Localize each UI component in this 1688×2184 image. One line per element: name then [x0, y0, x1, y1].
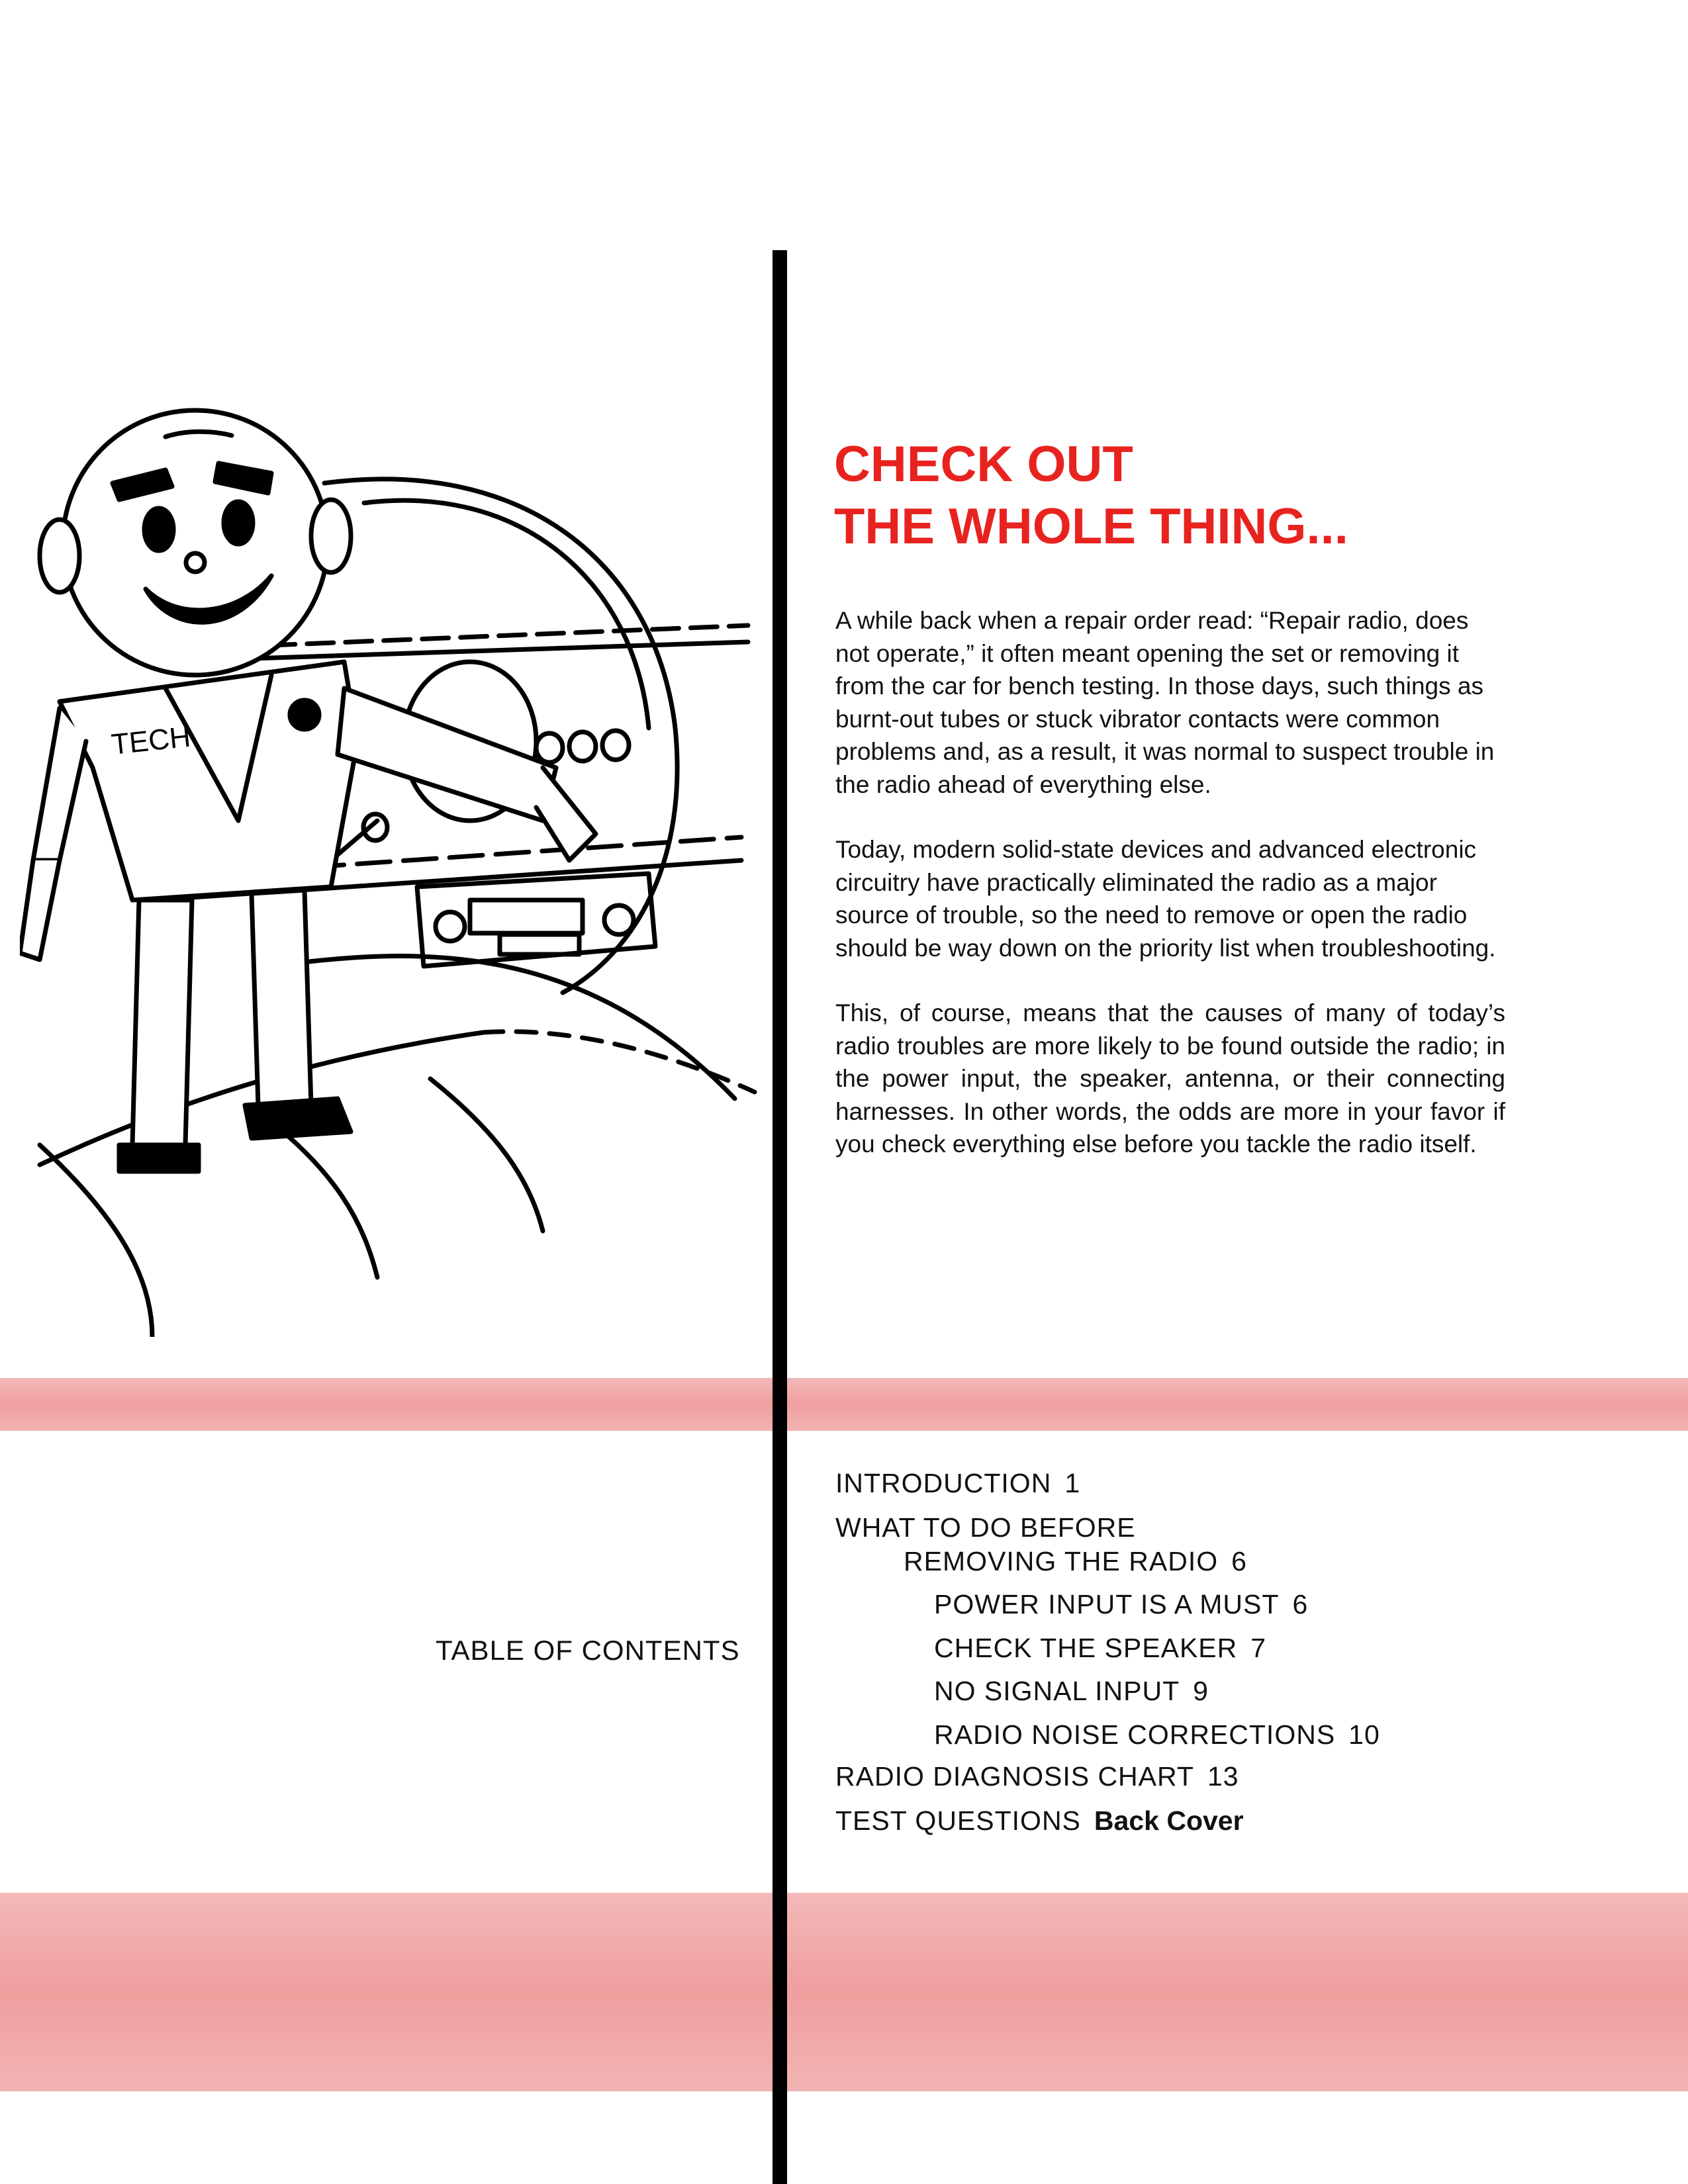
toc-entry-page: Back Cover — [1094, 1805, 1244, 1836]
mascot-legs — [119, 890, 351, 1171]
toc-entry-page: 10 — [1348, 1719, 1380, 1750]
pink-band-top — [0, 1378, 1688, 1431]
page-headline: CHECK OUT THE WHOLE THING... — [834, 436, 1348, 555]
toc-entry-title: WHAT TO DO BEFORE — [835, 1512, 1136, 1543]
toc-entry-page: 9 — [1193, 1676, 1209, 1706]
toc-entry-page: 13 — [1207, 1761, 1239, 1792]
paragraph-2: Today, modern solid-state devices and advanced electronic circuitry have practically eliminated the radio as a major source of trouble, so the need to remove or open the radio should be way down on the priority list when troubleshooting. — [835, 836, 1496, 962]
toc-heading: TABLE OF CONTENTS — [436, 1635, 740, 1666]
paragraph-1: A while back when a repair order read: “Repair radio, does not operate,” it often meant opening the set or removing it from the car for bench testing. In those days, such things as burnt-out tubes or stuck vibrator contacts were common problems and, as a result, it was normal to suspect trouble in the radio ahead of everything else. — [835, 607, 1495, 798]
mascot-body — [60, 662, 357, 900]
car-radio — [417, 874, 655, 966]
toc-entry-page: 1 — [1064, 1468, 1081, 1498]
toc-entry-page: 7 — [1250, 1633, 1267, 1663]
toc-entry-title: REMOVING THE RADIO — [904, 1546, 1219, 1576]
shirt-text: TECH — [109, 720, 193, 761]
vertical-divider — [773, 250, 787, 2184]
toc-entry-title: TEST QUESTIONS — [835, 1805, 1081, 1836]
toc-entry-title: POWER INPUT IS A MUST — [934, 1589, 1280, 1619]
toc-entry-title: CHECK THE SPEAKER — [934, 1633, 1238, 1663]
toc-entry-page: 6 — [1231, 1546, 1247, 1576]
toc-entry-what-to-do-before[interactable] — [835, 1512, 1136, 1543]
tech-mascot-illustration — [20, 397, 761, 1337]
toc-entry-title: NO SIGNAL INPUT — [934, 1676, 1180, 1706]
pink-band-bottom — [0, 1893, 1688, 2091]
toc-entry-title: RADIO NOISE CORRECTIONS — [934, 1719, 1336, 1750]
intro-text — [835, 604, 1505, 1193]
paragraph-3: This, of course, means that the causes of many of today’s radio troubles are more likely to be found outside the radio; in the power input, the speaker, antenna, or their connecting harnesses. In other words, the odds are more in your favor if you check everything else before you tackle the radio itself. — [835, 999, 1505, 1158]
toc-entry-page: 6 — [1292, 1589, 1309, 1619]
toc-entry-title: INTRODUCTION — [835, 1468, 1052, 1498]
toc-entry-title: RADIO DIAGNOSIS CHART — [835, 1761, 1194, 1792]
mascot-head — [40, 410, 351, 675]
